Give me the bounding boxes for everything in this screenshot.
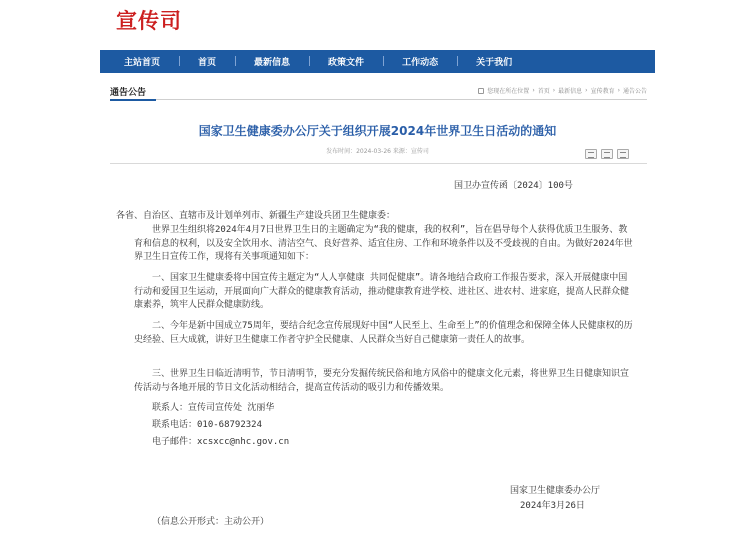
- signature-org: 国家卫生健康委办公厅: [510, 486, 601, 496]
- paragraph-3: 三、世界卫生日临近清明节，节日清明节，要充分发掘传统民俗和地方风俗中的健康文化元素，将世界卫生日健康知识宣传活动与各地开展的节日文化活动相结合，提高宣传活动的吸引力和传播效果。: [134, 369, 630, 393]
- article-title: 国家卫生健康委办公厅关于组织开展2024年世界卫生日活动的通知: [198, 124, 557, 138]
- breadcrumb-item-education[interactable]: 宣传教育: [590, 88, 615, 95]
- divider: [110, 163, 647, 164]
- article-meta: 发布时间：2024-03-26 来源：宣传司: [326, 148, 429, 155]
- section-title: 通告公告: [110, 85, 146, 98]
- contact-person: 联系人：宣传司宣传处 沈丽华: [152, 403, 275, 413]
- article-tools: [585, 149, 629, 159]
- doc-number: 国卫办宣传函〔2024〕100号: [454, 181, 573, 191]
- page-container: [100, 0, 655, 533]
- disclosure-note: （信息公开形式：主动公开）: [152, 517, 270, 527]
- share-icon[interactable]: [585, 149, 597, 159]
- nav-item-work[interactable]: 工作动态: [383, 55, 457, 68]
- home-icon: [478, 88, 484, 94]
- breadcrumb-prefix: 您现在所在位置: [487, 88, 530, 95]
- main-nav: [100, 50, 655, 73]
- site-logo[interactable]: 宣传司: [116, 8, 182, 33]
- contact-phone: 联系电话：010-68792324: [152, 420, 263, 430]
- close-icon[interactable]: [617, 149, 629, 159]
- breadcrumb-item-home[interactable]: 首页: [537, 88, 550, 95]
- nav-item-home[interactable]: 首页: [179, 55, 235, 68]
- breadcrumb: 您现在所在位置 › 首页 › 最新信息 › 宣传教育 › 通告公告: [478, 86, 647, 95]
- nav-item-policy[interactable]: 政策文件: [309, 55, 383, 68]
- paragraph-1: 一、国家卫生健康委将中国宣传主题定为“人人享健康 共同促健康”。请各地结合政府工作报告要求，深入开展健康中国行动和爱国卫生运动，开展面向广大群众的健康教育活动，推动健康教育进学校、进社区、进农村、进家庭，提高人民群众健康素养，筑牢人民群众健康防线。: [134, 273, 630, 310]
- contact-email: 电子邮件：xcsxcc@nhc.gov.cn: [152, 437, 290, 447]
- breadcrumb-item-latest[interactable]: 最新信息: [558, 88, 583, 95]
- signature-date: 2024年3月26日: [520, 501, 585, 511]
- breadcrumb-item-notices[interactable]: 通告公告: [622, 88, 647, 95]
- section-bar: [110, 82, 647, 100]
- paragraph-intro: 世界卫生组织将2024年4月7日世界卫生日的主题确定为“我的健康，我的权利”，旨在倡导每个人获得优质卫生服务、教育和信息的权利，以及安全饮用水、清洁空气、良好营养、适宜住房、工作和环境条件以及不受歧视的自由。为做好2024年世界卫生日宣传工作，现将有关事项通知如下：: [134, 225, 633, 262]
- nav-item-about[interactable]: 关于我们: [457, 55, 531, 68]
- nav-item-main-home[interactable]: 主站首页: [124, 58, 161, 68]
- salutation: 各省、自治区、直辖市及计划单列市、新疆生产建设兵团卫生健康委：: [116, 211, 396, 221]
- paragraph-2: 二、今年是新中国成立75周年，要结合纪念宣传展现好中国“人民至上、生命至上”的价值理念和保障全体人民健康权的历史经验、巨大成就，讲好卫生健康工作者守护全民健康、人民群众当好自己健康第一责任人的故事。: [134, 321, 633, 345]
- nav-item-latest[interactable]: 最新信息: [235, 55, 309, 68]
- print-icon[interactable]: [601, 149, 613, 159]
